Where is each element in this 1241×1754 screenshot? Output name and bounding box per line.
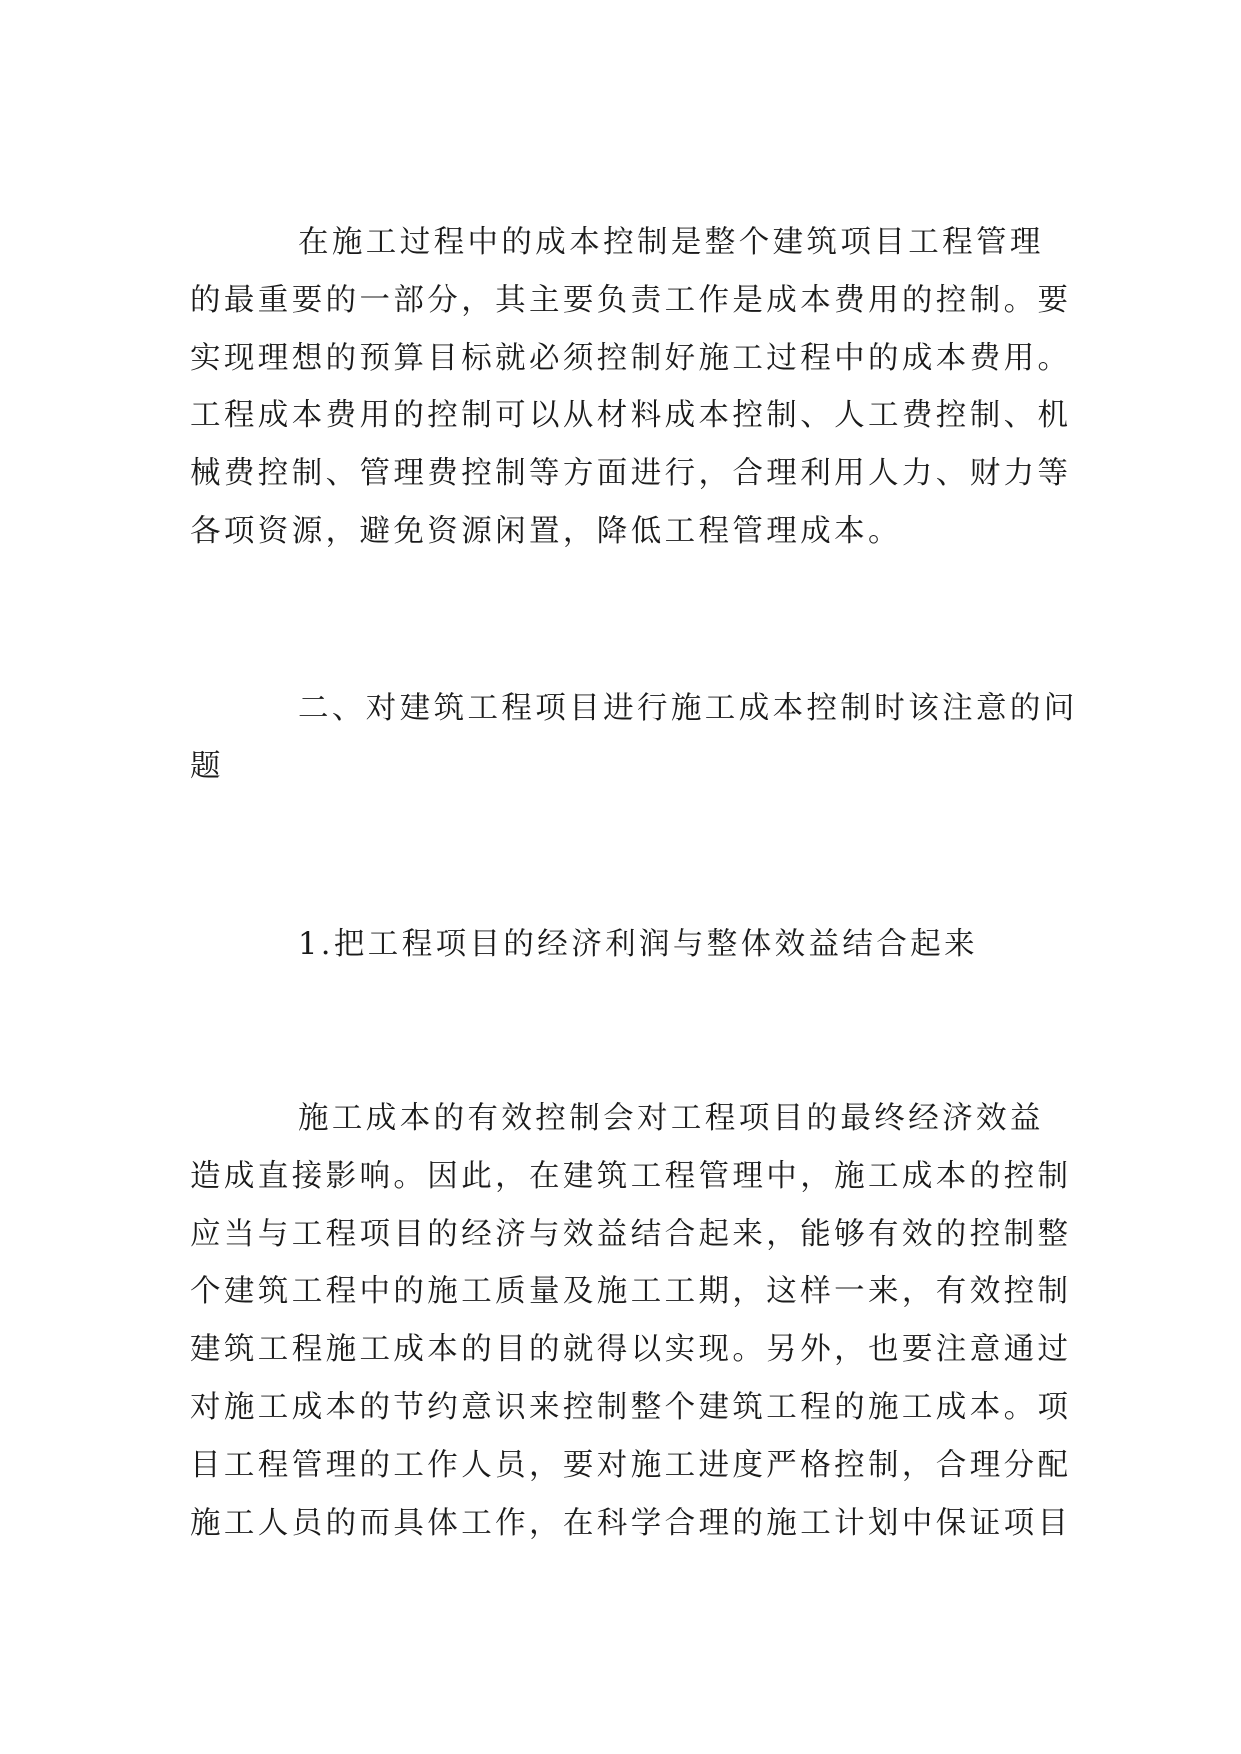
body-paragraph-cost-control (190, 214, 1072, 561)
paragraph-line: 个建筑工程中的施工质量及施工工期，这样一来，有效控制 (190, 1274, 1072, 1310)
section-heading (190, 680, 1078, 796)
paragraph-line: 工程成本费用的控制可以从材料成本控制、人工费控制、机 (190, 398, 1072, 434)
paragraph-line: 实现理想的预算目标就必须控制好施工过程中的成本费用。 (190, 340, 1072, 376)
paragraph-line: 各项资源，避免资源闲置，降低工程管理成本。 (190, 513, 902, 549)
body-paragraph-economic-benefit (190, 1090, 1072, 1552)
paragraph-line: 建筑工程施工成本的目的就得以实现。另外，也要注意通过 (190, 1332, 1072, 1368)
paragraph-line: 械费控制、管理费控制等方面进行，合理利用人力、财力等 (190, 456, 1072, 492)
subsection-heading (190, 916, 1060, 974)
heading-line: 题 (190, 748, 224, 784)
paragraph-line: 目工程管理的工作人员，要对施工进度严格控制，合理分配 (190, 1447, 1072, 1483)
paragraph-line: 造成直接影响。因此，在建筑工程管理中，施工成本的控制 (190, 1158, 1072, 1194)
paragraph-line: 对施工成本的节约意识来控制整个建筑工程的施工成本。项 (190, 1389, 1072, 1425)
paragraph-line: 的最重要的一部分，其主要负责工作是成本费用的控制。要 (190, 282, 1072, 318)
paragraph-line: 在施工过程中的成本控制是整个建筑项目工程管理 (298, 225, 1044, 260)
paragraph-line: 应当与工程项目的经济与效益结合起来，能够有效的控制整 (190, 1216, 1072, 1252)
subheading-line: 1.把工程项目的经济利润与整体效益结合起来 (298, 927, 978, 962)
paragraph-line: 施工人员的而具体工作，在科学合理的施工计划中保证项目 (190, 1505, 1072, 1541)
heading-line: 二、对建筑工程项目进行施工成本控制时该注意的问 (298, 691, 1078, 726)
paragraph-line: 施工成本的有效控制会对工程项目的最终经济效益 (298, 1101, 1044, 1136)
